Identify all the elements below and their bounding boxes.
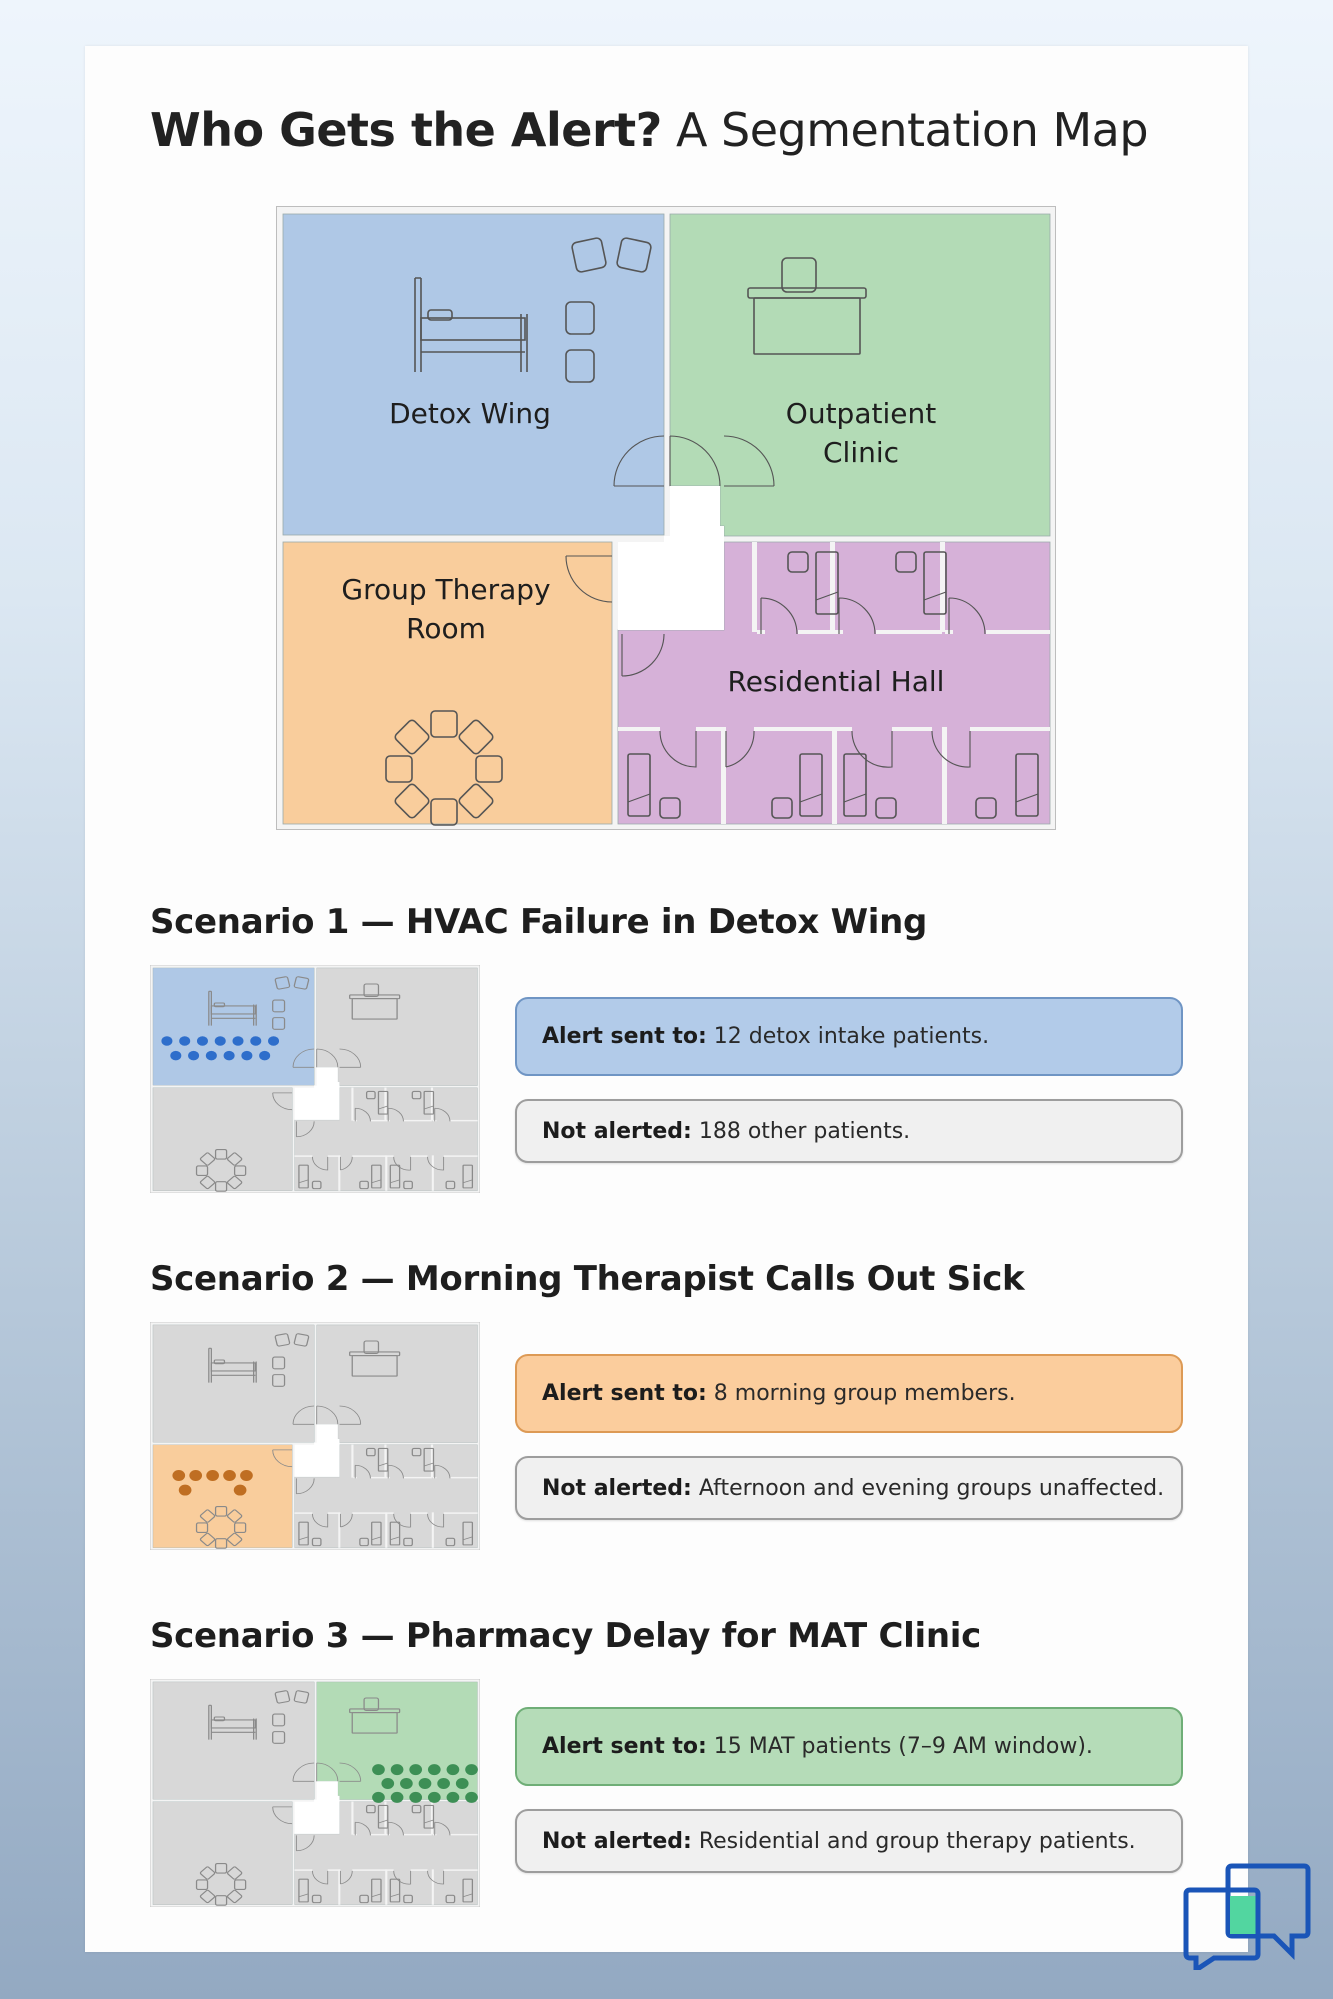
label-group-1: Group Therapy	[341, 573, 551, 606]
scenario-2-title: Scenario 2 — Morning Therapist Calls Out Sick	[150, 1259, 1025, 1299]
not-alerted-text: Afternoon and evening groups unaffected.	[698, 1475, 1165, 1501]
alert-text: 12 detox intake patients.	[713, 1024, 990, 1049]
scenario-2-alert-box	[515, 1354, 1183, 1433]
scenario-1-title: Scenario 1 — HVAC Failure in Detox Wing	[150, 902, 928, 942]
room-outpatient	[317, 968, 478, 1086]
scenario-1-alert-box	[515, 997, 1183, 1076]
label-outpatient-1: Outpatient	[785, 397, 937, 430]
label-detox-wing: Detox Wing	[389, 397, 551, 430]
scenario-2-not-alerted-box	[515, 1456, 1183, 1520]
room-outpatient	[317, 1682, 478, 1800]
scenario-3-mini-map	[150, 1679, 480, 1907]
alert-text: 15 MAT patients (7–9 AM window).	[713, 1734, 1093, 1759]
label-outpatient-2: Clinic	[822, 436, 900, 469]
scenario-3-alert-box	[515, 1707, 1183, 1786]
alert-label: Alert sent to:	[542, 1734, 707, 1759]
scenario-3-title: Scenario 3 — Pharmacy Delay for MAT Clinic	[150, 1616, 981, 1656]
not-alerted-text: 188 other patients.	[698, 1118, 911, 1144]
scenario-1-not-alerted-box	[515, 1099, 1183, 1163]
alert-label: Alert sent to:	[542, 1024, 707, 1049]
scenario-1-mini-map	[150, 965, 480, 1193]
page-title	[150, 103, 1148, 157]
label-residential: Residential Hall	[727, 665, 945, 698]
room-outpatient	[670, 214, 1050, 536]
room-group	[153, 1088, 292, 1191]
room-detox	[283, 214, 664, 535]
title-bold: Who Gets the Alert?	[150, 103, 662, 157]
label-group-2: Room	[406, 612, 486, 645]
room-group	[153, 1802, 292, 1905]
alert-text: 8 morning group members.	[713, 1381, 1016, 1406]
title-light: A Segmentation Map	[675, 103, 1149, 157]
chat-bubbles-icon	[1180, 1860, 1315, 1970]
not-alerted-label: Not alerted:	[542, 1828, 692, 1854]
room-outpatient	[317, 1325, 478, 1443]
not-alerted-text: Residential and group therapy patients.	[698, 1828, 1136, 1854]
scenario-3-not-alerted-box	[515, 1809, 1183, 1873]
scenario-2-mini-map	[150, 1322, 480, 1550]
not-alerted-label: Not alerted:	[542, 1475, 692, 1501]
room-group	[153, 1445, 292, 1548]
not-alerted-label: Not alerted:	[542, 1118, 692, 1144]
facility-floor-plan	[276, 206, 1056, 830]
alert-label: Alert sent to:	[542, 1381, 707, 1406]
